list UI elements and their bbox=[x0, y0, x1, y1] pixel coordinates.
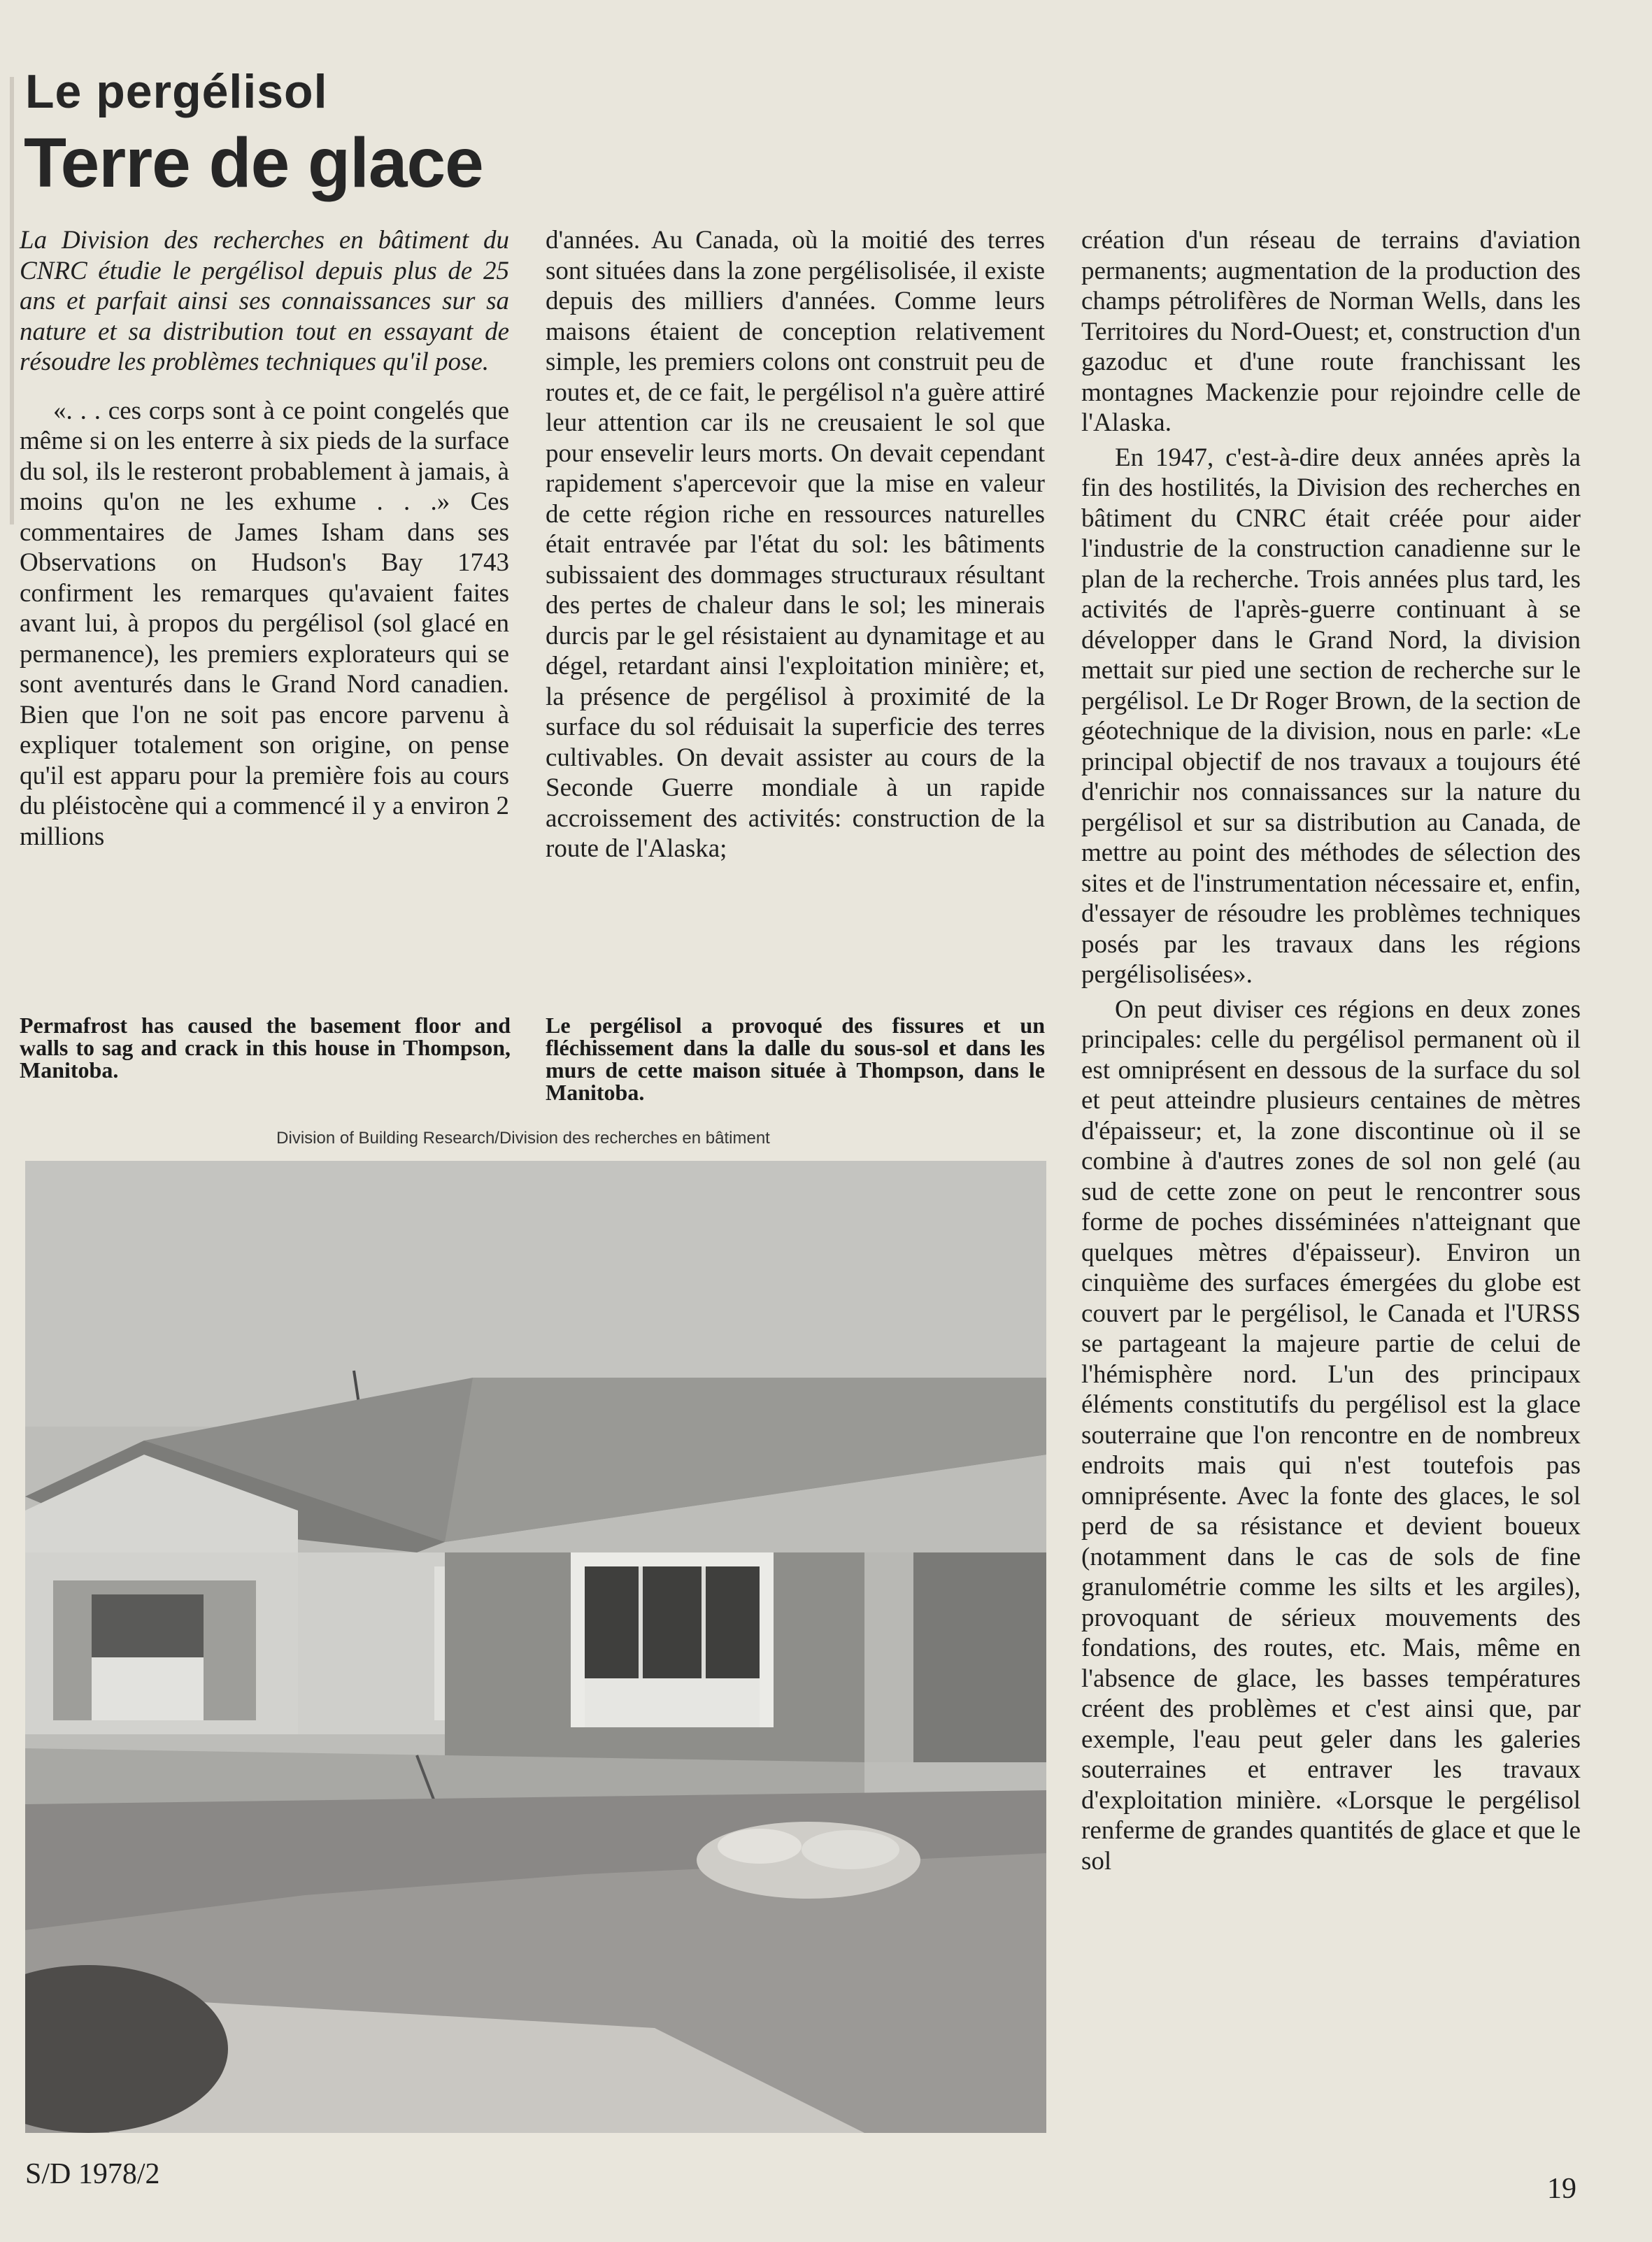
text-column-1 bbox=[20, 225, 509, 856]
column1-paragraph: «. . . ces corps sont à ce point congelés que même si on les enterre à six pieds de la surface du sol, ils le resteront probablement à jamais, à moins qu'on ne les exhume . . .» Ces commentaires de James Isham dans ses Observations on Hudson's Bay 1743 confirment les remarques qu'avaient faites avant lui, à propos du pergélisol (sol glacé en permanence), les premiers explorateurs qui se sont aventurés dans le Grand Nord canadien. Bien que l'on ne soit pas encore parvenu à expliquer totalement son origine, on pense qu'il est apparu pour la première fois au cours du pléistocène qui a commencé il y a environ 2 millions bbox=[20, 396, 509, 851]
column2-paragraph: d'années. Au Canada, où la moitié des terres sont situées dans la zone pergélisolisée, il existe depuis des milliers d'années. Comme leurs maisons étaient de conception relativement simple, les premiers colons ont construit peu de routes et, de ce fait, le pergélisol n'a guère attiré leur attention car ils ne creusaient le sol que pour ensevelir leurs morts. On devait cependant rapidement s'apercevoir que la mise en valeur de cette région riche en ressources naturelles était entravée par l'état du sol: les bâtiments subissaient des dommages structuraux résultant des pertes de chaleur dans le sol; les minerais durcis par le gel résistaient au dynamitage et au dégel, retardant ainsi l'exploitation minière; et, la présence de pergélisol à proximité de la surface du sol réduisait la superficie des terres cultivables. On devait assister au cours de la Seconde Guerre mondiale à un rapide accroissement des activités: construction de la route de l'Alaska; bbox=[546, 226, 1045, 863]
text-column-2 bbox=[546, 225, 1045, 869]
photo-credit: Division of Building Research/Division des recherches en bâtiment bbox=[276, 1129, 770, 1148]
text-column-3 bbox=[1081, 225, 1581, 1880]
caption-french: Le pergélisol a provoqué des fissures et un fléchissement dans la dalle du sous-sol et dans les murs de cette maison située à Thompson, dans le Manitoba. bbox=[546, 1013, 1045, 1105]
column3-paragraph-1: création d'un réseau de terrains d'aviation permanents; augmentation de la production des champs pétrolifères de Norman Wells, dans les Territoires du Nord-Ouest; et, construction d'un gazoduc et d'une route franchissant les montagnes Mackenzie pour rejoindre celle de l'Alaska. bbox=[1081, 226, 1581, 437]
caption-english: Permafrost has caused the basement floor and walls to sag and crack in this house in Thompson, Manitoba. bbox=[20, 1013, 511, 1083]
column3-paragraph-2: En 1947, c'est-à-dire deux années après la fin des hostilités, la Division des recherches en bâtiment du CNRC était créée pour aider l'industrie de la construction canadienne sur le plan de la recherche. Trois années plus tard, les activités de l'après-guerre continuant à se développer dans le Grand Nord, la division mettait sur pied une section de recherche sur le pergélisol. Le Dr Roger Brown, de la section de géotechnique de la division, nous en parle: «Le principal objectif de nos travaux a toujours été d'enrichir nos connaissances sur la nature du pergélisol et sur sa distribution au Canada, de mettre au point des méthodes de sélection des sites et de l'instrumentation nécessaire et, enfin, d'essayer de résoudre les problèmes techniques posés par les travaux dans les régions pergélisolisées». bbox=[1081, 443, 1581, 989]
house-photo-illustration bbox=[25, 1161, 1046, 2133]
article-kicker: Le pergélisol bbox=[25, 65, 328, 118]
column3-paragraph-3: On peut diviser ces régions en deux zones principales: celle du pergélisol permanent où il est omniprésent en dessous de la surface du sol et peut atteindre plusieurs centaines de mètres d'épaisseur; et, la zone discontinue où il se combine à d'autres zones de sol non gelé (au sud de cette zone on peut le rencontrer sous forme de poches disséminées n'atteignant que quelques mètres d'épaisseur). Environ un cinquième des surfaces émergées du globe est couvert par le pergélisol, le Canada et l'URSS se partageant la majeure partie de celui de l'hémisphère nord. L'un des principaux éléments constitutifs du pergélisol est la glace souterraine que l'on rencontre en de nombreux endroits mais qui n'est toutefois pas omniprésente. Avec la fonte des glaces, le sol perd de sa résistance et devient boueux (notamment dans le cas de sols de fine granulométrie comme les silts et les argiles), provoquant de sérieux mouvements des fondations, des routes, etc. Mais, même en l'absence de glace, les basses températures créent des problèmes et c'est ainsi que, par exemple, l'eau peut geler dans les galeries souterraines et entraver les travaux d'exploitation minière. «Lorsque le pergélisol renferme de grandes quantités de glace et que le sol bbox=[1081, 994, 1581, 1876]
article-intro: La Division des recherches en bâtiment du CNRC étudie le pergélisol depuis plus de 25 ans et parfait ainsi ses connaissances sur sa nature et sa distribution tout en essayant de résoudre les problèmes techniques qu'il pose. bbox=[20, 226, 509, 376]
issue-label: S/D 1978/2 bbox=[25, 2158, 160, 2190]
page-number: 19 bbox=[1547, 2173, 1576, 2205]
house-photo bbox=[25, 1161, 1046, 2133]
margin-rule bbox=[10, 77, 14, 524]
article-title: Terre de glace bbox=[24, 124, 483, 202]
